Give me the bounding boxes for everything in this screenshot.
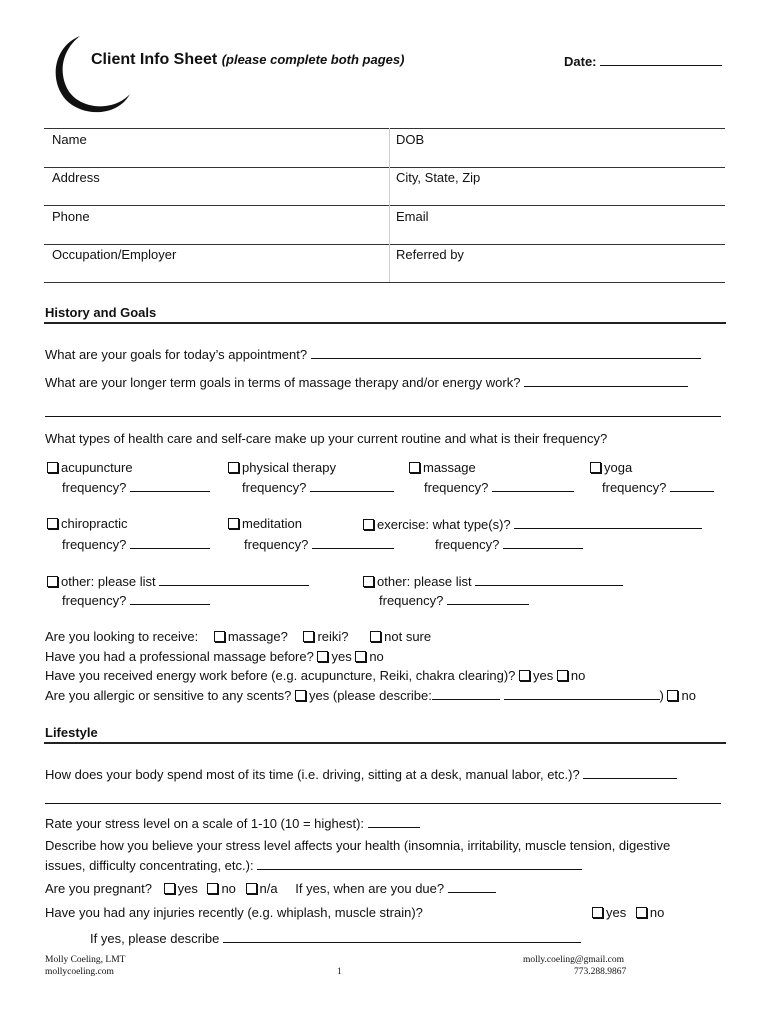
date-field[interactable]	[564, 53, 722, 69]
checkbox-na[interactable]	[246, 883, 257, 894]
scents-yes-label: yes (please describe:	[309, 688, 432, 703]
body-label: How does your body spend most of its time (i.e. driving, sitting at a desk, manual labor, etc.)?	[45, 767, 580, 782]
crescent-moon-logo	[46, 32, 136, 122]
name-field[interactable]: Name	[52, 132, 87, 147]
footer-phone: 773.288.9867	[574, 967, 627, 977]
freq-other-1[interactable]	[62, 592, 210, 608]
frequency-label: frequency?	[424, 480, 489, 495]
receive-question	[45, 629, 431, 644]
option-label: other: please list	[377, 574, 472, 589]
footer-email: molly.coeling@gmail.com	[523, 955, 625, 965]
injuries-question: Have you had any injuries recently (e.g. whiplash, muscle strain)?	[45, 905, 423, 920]
checkbox-no[interactable]	[557, 670, 568, 681]
option-chiropractic[interactable]	[47, 516, 127, 531]
stress-affect-question: Describe how you believe your stress level affects your health (insomnia, irritability, muscle tension, digestive	[45, 838, 671, 853]
option-label: chiropractic	[61, 516, 128, 531]
lifestyle-heading: Lifestyle	[45, 725, 98, 740]
goals-today-label: What are your goals for today’s appointment?	[45, 347, 308, 362]
na-label: n/a	[259, 881, 278, 896]
stress-rate-question[interactable]	[45, 815, 420, 831]
pregnant-label: Are you pregnant?	[45, 881, 152, 896]
frequency-label: frequency?	[244, 537, 309, 552]
option-yoga[interactable]	[590, 460, 632, 475]
checkbox-not-sure[interactable]	[370, 631, 381, 642]
no-label: no	[649, 905, 665, 920]
checkbox-no[interactable]	[636, 907, 647, 918]
occupation-field[interactable]: Occupation/Employer	[52, 247, 177, 262]
injuries-options	[592, 905, 664, 920]
page-number: 1	[337, 967, 342, 977]
describe-label: If yes, please describe	[90, 931, 220, 946]
routine-question: What types of health care and self-care make up your current routine and what is their frequency?	[45, 431, 608, 446]
receive-label: Are you looking to receive:	[45, 629, 199, 644]
checkbox-yes[interactable]	[295, 690, 306, 701]
freq-other-2[interactable]	[379, 592, 529, 608]
receive-reiki-label: reiki?	[317, 629, 349, 644]
footer-name: Molly Coeling, LMT	[45, 955, 126, 965]
checkbox-icon[interactable]	[409, 462, 420, 473]
checkbox-no[interactable]	[207, 883, 218, 894]
option-other-1[interactable]	[47, 573, 309, 589]
frequency-label: frequency?	[62, 537, 127, 552]
due-date-field[interactable]	[448, 880, 496, 893]
goals-today-question[interactable]	[45, 346, 701, 362]
checkbox-no[interactable]	[355, 651, 366, 662]
option-label: acupuncture	[61, 460, 133, 475]
freq-exercise[interactable]	[435, 536, 583, 552]
stress-affect-label: issues, difficulty concentrating, etc.):	[45, 858, 254, 873]
stress-affect-question-2[interactable]	[45, 857, 582, 873]
freq-acupuncture[interactable]	[62, 479, 210, 495]
no-label: no	[570, 668, 586, 683]
checkbox-icon[interactable]	[590, 462, 601, 473]
no-label: no	[369, 649, 384, 664]
body-question[interactable]	[45, 766, 677, 782]
frequency-label: frequency?	[379, 593, 444, 608]
checkbox-icon[interactable]	[363, 519, 374, 530]
checkbox-icon[interactable]	[228, 518, 239, 529]
checkbox-icon[interactable]	[47, 462, 58, 473]
option-physical-therapy[interactable]	[228, 460, 336, 475]
yes-label: yes	[331, 649, 352, 664]
city-state-zip-field[interactable]: City, State, Zip	[396, 170, 481, 185]
checkbox-massage[interactable]	[214, 631, 225, 642]
scents-describe-field-2[interactable]	[504, 687, 660, 700]
referred-by-field[interactable]: Referred by	[396, 247, 464, 262]
address-field[interactable]: Address	[52, 170, 100, 185]
due-label: If yes, when are you due?	[295, 881, 445, 896]
email-field[interactable]: Email	[396, 209, 429, 224]
freq-yoga[interactable]	[602, 479, 714, 495]
option-label: massage	[423, 460, 476, 475]
option-meditation[interactable]	[228, 516, 302, 531]
injuries-describe[interactable]	[90, 930, 581, 946]
checkbox-yes[interactable]	[592, 907, 603, 918]
freq-chiropractic[interactable]	[62, 536, 210, 552]
dob-field[interactable]: DOB	[396, 132, 425, 147]
checkbox-icon[interactable]	[47, 576, 58, 587]
prof-massage-label: Have you had a professional massage before?	[45, 649, 314, 664]
history-heading: History and Goals	[45, 305, 157, 320]
scents-question	[45, 687, 696, 703]
checkbox-yes[interactable]	[519, 670, 530, 681]
energy-label: Have you received energy work before (e.g. acupuncture, Reiki, chakra clearing)?	[45, 668, 516, 683]
checkbox-yes[interactable]	[317, 651, 328, 662]
checkbox-reiki[interactable]	[303, 631, 314, 642]
checkbox-icon[interactable]	[47, 518, 58, 529]
freq-physical-therapy[interactable]	[242, 479, 394, 495]
freq-massage[interactable]	[424, 479, 574, 495]
option-label: physical therapy	[242, 460, 336, 475]
title-subtitle: (please complete both pages)	[221, 52, 405, 67]
checkbox-no[interactable]	[667, 690, 678, 701]
receive-massage-label: massage?	[227, 629, 288, 644]
option-label: other: please list	[61, 574, 156, 589]
frequency-label: frequency?	[62, 593, 127, 608]
yes-label: yes	[606, 905, 627, 920]
yes-label: yes	[533, 668, 554, 683]
frequency-label: frequency?	[242, 480, 307, 495]
checkbox-icon[interactable]	[363, 576, 374, 587]
freq-meditation[interactable]	[244, 536, 394, 552]
option-massage[interactable]	[409, 460, 476, 475]
goals-long-label: What are your longer term goals in terms of massage therapy and/or energy work?	[45, 375, 521, 390]
frequency-label: frequency?	[62, 480, 127, 495]
prof-massage-question	[45, 649, 384, 664]
checkbox-yes[interactable]	[164, 883, 175, 894]
date-label: Date:	[564, 54, 597, 69]
receive-not-sure-label: not sure	[384, 629, 432, 644]
stress-rate-label: Rate your stress level on a scale of 1-10 (10 = highest):	[45, 816, 365, 831]
option-label: yoga	[604, 460, 633, 475]
option-label: exercise: what type(s)?	[377, 517, 511, 532]
title-text: Client Info Sheet	[91, 51, 218, 68]
option-other-2[interactable]	[363, 573, 623, 589]
scents-describe-field[interactable]	[432, 687, 500, 700]
yes-label: yes	[177, 881, 198, 896]
checkbox-icon[interactable]	[228, 462, 239, 473]
scents-label: Are you allergic or sensitive to any scents?	[45, 688, 292, 703]
frequency-label: frequency?	[602, 480, 667, 495]
option-label: meditation	[242, 516, 302, 531]
phone-field[interactable]: Phone	[52, 209, 90, 224]
option-acupuncture[interactable]	[47, 460, 133, 475]
page-title	[91, 51, 404, 69]
frequency-label: frequency?	[435, 537, 500, 552]
close-paren: )	[659, 688, 664, 703]
footer-site: mollycoeling.com	[45, 967, 114, 977]
energy-question	[45, 668, 585, 683]
no-label: no	[221, 881, 236, 896]
no-label: no	[681, 688, 696, 703]
pregnant-question	[45, 880, 496, 896]
option-exercise[interactable]	[363, 516, 702, 532]
goals-long-question[interactable]	[45, 374, 688, 390]
